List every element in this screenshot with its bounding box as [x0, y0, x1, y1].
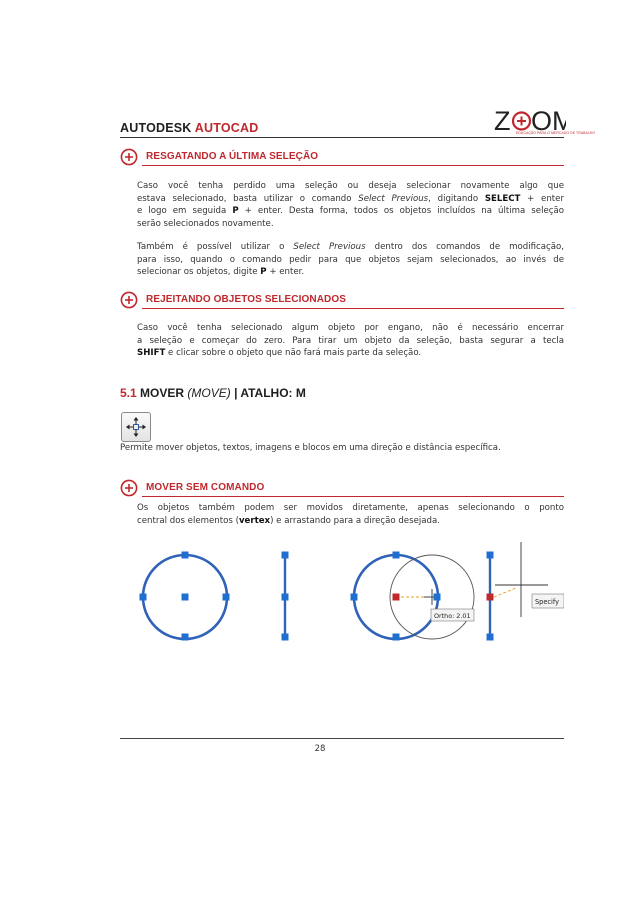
text-line: estava selecionado, basta utilizar o comando Select Previous, digitando SELECT + enter [137, 193, 564, 204]
grip-move-illustration [120, 540, 564, 650]
section-title: MOVER SEM COMANDO [146, 482, 265, 493]
header-product: AUTOCAD [194, 121, 259, 135]
separator: | [234, 386, 238, 400]
text-line: Os objetos também podem ser movidos diretamente, apenas selecionando o ponto [137, 503, 564, 513]
paragraph-select-previous-modify [137, 241, 564, 279]
section-number: 5.1 [120, 386, 137, 400]
move-intro-text: Permite mover objetos, textos, imagens e blocos em uma direção e distância específica. [120, 443, 501, 453]
paragraph-move-vertex [137, 502, 564, 527]
circle-being-moved [351, 552, 475, 641]
section-title: MOVER [140, 386, 185, 400]
section-underline [142, 165, 564, 166]
header-divider [120, 137, 564, 138]
plus-circle-icon [120, 479, 138, 497]
text-line: SHIFT e clicar sobre o objeto que não fará mais parte da seleção. [137, 348, 422, 359]
text-line: Caso você tenha selecionado algum objeto por engano, não é necessário encerrar [137, 323, 564, 333]
logo-tagline: EDUCAÇÃO PARA O MERCADO DE TRABALHO [516, 131, 596, 135]
footer-divider [120, 738, 564, 739]
text-line: para isso, quando o comando pedir para que objetos sejam selecionados, ao invés de [137, 254, 564, 265]
selected-circle [140, 552, 230, 641]
section-header-rejeitando [120, 291, 564, 311]
section-underline [142, 308, 564, 309]
text-line: selecionar os objetos, digite P + enter. [137, 267, 305, 278]
shortcut-label: ATALHO: M [240, 386, 306, 400]
text-line: Também é possível utilizar o Select Previous dentro dos comandos de modificação, [137, 242, 565, 252]
specify-tooltip [532, 594, 564, 608]
page-number: 28 [314, 744, 326, 754]
section-title: RESGATANDO A ÚLTIMA SELEÇÃO [146, 151, 319, 162]
specify-tooltip-text: Specify [535, 598, 559, 606]
section-header-resgatando [120, 148, 564, 168]
plus-circle-icon [120, 148, 138, 166]
line-being-moved [487, 542, 565, 641]
paragraph-shift-deselect [137, 322, 564, 360]
text-line: a seleção e começar do zero. Para tirar um objeto da seleção, basta segurar a tecla [137, 335, 564, 346]
ortho-tooltip-text: Ortho: 2.01 [434, 612, 471, 620]
ortho-tooltip [431, 609, 474, 621]
selected-line [282, 552, 289, 641]
section-underline [142, 496, 564, 497]
section-5-1-heading [120, 386, 306, 400]
section-title: REJEITANDO OBJETOS SELECIONADOS [146, 294, 346, 305]
section-header-mover-sem-comando [120, 479, 564, 499]
plus-circle-icon [120, 291, 138, 309]
text-line: e logo em seguida P + enter. Desta forma, todos os objetos incluídos na última seleção [137, 206, 564, 217]
text-line: Caso você tenha perdido uma seleção ou deseja selecionar novamente algo que [137, 181, 564, 191]
paragraph-select-previous [137, 180, 564, 230]
move-arrows-icon [122, 413, 150, 441]
command-name: (MOVE) [187, 386, 231, 400]
move-tool-button[interactable] [121, 412, 151, 442]
text-line: central dos elementos (vertex) e arrastando para a direção desejada. [137, 515, 440, 526]
header-title [120, 121, 258, 135]
text-line: serão selecionados novamente. [137, 218, 274, 229]
svg-text:Z: Z [494, 106, 510, 136]
svg-text:OM: OM [531, 106, 566, 136]
header-brand: AUTODESK [120, 121, 192, 135]
